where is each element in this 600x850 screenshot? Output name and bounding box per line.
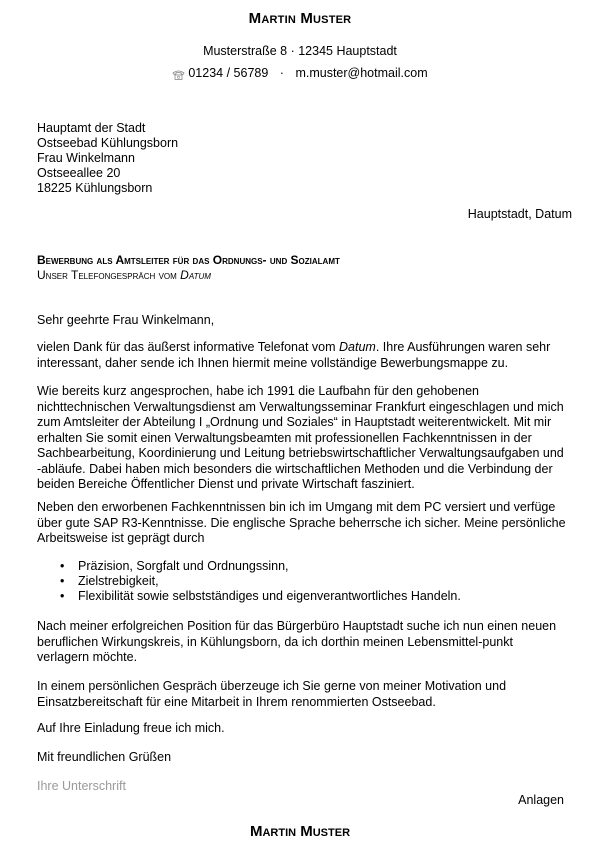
- phone-icon: [172, 69, 185, 79]
- recipient-line: Ostseeallee 20: [37, 166, 121, 180]
- list-item: [60, 574, 461, 589]
- list-item: [60, 589, 461, 604]
- paragraph-skills: Neben den erworbenen Fachkenntnissen bin ich im Umgang mit dem PC versiert und verfüge über gute SAP R3-Kenntnisse. Die englische Sprache beherrsche ich sicher. Meine persönliche Arbeitsweise ist geprägt durch: [37, 500, 566, 545]
- subject-line: Bewerbung als Amtsleiter für das Ordnungs- und Sozialamt: [37, 253, 340, 267]
- place-date: Hauptstadt, Datum: [467, 207, 572, 221]
- sender-phone: 01234 / 56789: [188, 66, 269, 80]
- bullet-mark: •: [60, 559, 65, 573]
- sender-name-header: Martin Muster: [248, 10, 352, 27]
- list-item-text: Präzision, Sorgfalt und Ordnungssinn,: [78, 559, 289, 573]
- paragraph-intro: [37, 340, 567, 371]
- recipient-line: Frau Winkelmann: [37, 151, 135, 165]
- paragraph-text: vielen Dank für das äußerst informative Telefonat vom: [37, 340, 336, 354]
- paragraph-text: . Ihre Ausführungen waren sehr interessant, daher sende ich Ihnen hiermit meine vollständige Bewerbungsmappe zu.: [37, 340, 551, 370]
- signature-placeholder: Ihre Unterschrift: [37, 779, 126, 793]
- bullet-mark: •: [60, 574, 65, 588]
- paragraph-career: Wie bereits kurz angesprochen, habe ich 1991 die Laufbahn für den gehobenen nichttechnischen Verwaltungsdienst am Verwaltungsseminar Frankfurt eingeschlagen und mich zum Amtsleiter der Abteilung I „Ordnung und Soziales“ in Hauptstadt weiterentwickelt. Mit mir erhalten Sie somit einen Verwaltungsbeamten mit professionellen Fachkenntnissen in der Sachbearbeitung, Koordinierung und Leitung betriebswirtschaftlicher Verwaltungsaufgaben und -abläufe. Dabei haben mich besonders die wirtschaftlichen Methoden und die Verbindung der beiden Bereiche Öffentlicher Dienst und private Wirtschaft fasziniert.: [37, 384, 564, 491]
- paragraph-motivation: Nach meiner erfolgreichen Position für das Bürgerbüro Hauptstadt suche ich nun einen neuen beruflichen Wirkungskreis, in Kühlungsborn, da ich dorthin meinen Lebensmittel-punkt verlagern möchte.: [37, 619, 557, 664]
- subject-reference-date: Datum: [180, 268, 211, 282]
- attachments-label: Anlagen: [518, 793, 564, 807]
- sender-contact-line: [0, 66, 600, 80]
- subject-reference-prefix: Unser Telefongespräch vom: [37, 268, 177, 282]
- subject-reference: [37, 268, 211, 282]
- recipient-line: Hauptamt der Stadt: [37, 121, 146, 135]
- recipient-address: [37, 121, 178, 196]
- phone-call-date: Datum: [339, 340, 376, 354]
- paragraph-interview: In einem persönlichen Gespräch überzeuge ich Sie gerne von meiner Motivation und Einsatzbereitschaft für eine Mitarbeit in Ihrem renommierten Ostseebad.: [37, 679, 507, 709]
- contact-separator: ·: [279, 66, 284, 80]
- list-item-text: Zielstrebigkeit,: [78, 574, 159, 588]
- sender-email: m.muster@hotmail.com: [295, 66, 428, 80]
- recipient-line: Ostseebad Kühlungsborn: [37, 136, 179, 150]
- qualities-list: [60, 559, 461, 604]
- sender-name-footer: Martin Muster: [249, 823, 351, 840]
- list-item-text: Flexibilität sowie selbstständiges und eigenverantwortliches Handeln.: [78, 589, 461, 603]
- bullet-mark: •: [60, 589, 65, 603]
- sender-address: Musterstraße 8 · 12345 Hauptstadt: [203, 44, 397, 58]
- closing-greeting: Mit freundlichen Grüßen: [37, 750, 172, 764]
- recipient-line: 18225 Kühlungsborn: [37, 181, 153, 195]
- salutation: Sehr geehrte Frau Winkelmann,: [37, 313, 215, 327]
- list-item: [60, 559, 461, 574]
- paragraph-invitation: Auf Ihre Einladung freue ich mich.: [37, 721, 225, 735]
